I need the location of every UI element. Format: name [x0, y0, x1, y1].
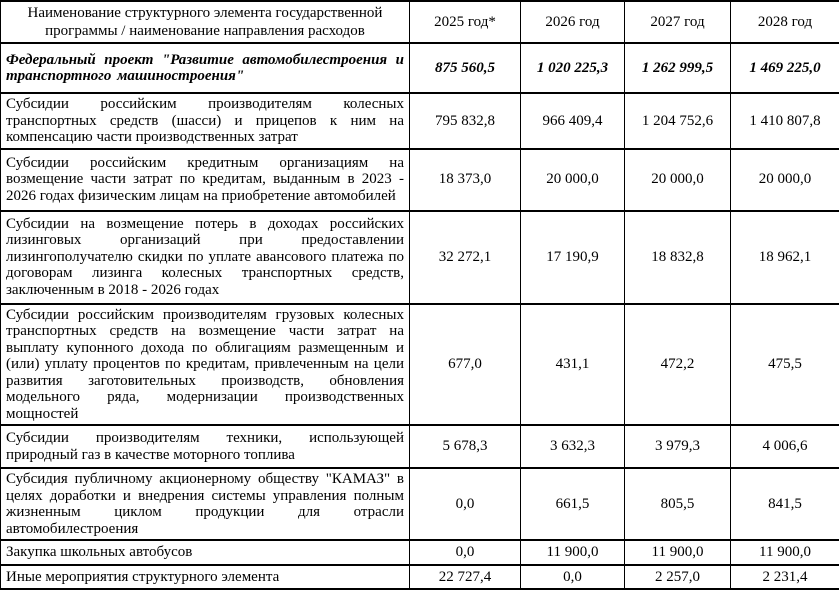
value-2027: 20 000,0 — [625, 149, 731, 211]
value-2028: 1 469 225,0 — [731, 43, 839, 93]
header-name-column: Наименование структурного элемента государственной программы / наименование направления расходов — [1, 1, 410, 43]
table-row — [1, 93, 839, 149]
value-2025: 18 373,0 — [410, 149, 521, 211]
row-label: Субсидии на возмещение потерь в доходах российских лизинговых организаций при предоставлении лизингополучателю скидки по уплате авансового платежа по договорам лизинга колесных транспортных средств, заключенным в 2018 - 2026 годах — [1, 211, 410, 304]
value-2025: 0,0 — [410, 540, 521, 565]
table-row-federal-project — [1, 43, 839, 93]
value-2026: 17 190,9 — [521, 211, 625, 304]
value-2025: 5 678,3 — [410, 425, 521, 468]
table-row — [1, 304, 839, 426]
row-label: Субсидии российским производителям грузовых колесных транспортных средств на возмещение части затрат на выплату купонного дохода по облигациям размещенным и (или) уплату процентов по кредитам, привлеченным на цели развития заготовительных производств, обновления модельного ряда, модернизации производственных мощностей — [1, 304, 410, 426]
value-2026: 11 900,0 — [521, 540, 625, 565]
row-label: Субсидии российским кредитным организациям на возмещение части затрат по кредитам, выданным в 2023 - 2026 годах физическим лицам на приобретение автомобилей — [1, 149, 410, 211]
header-year-2027: 2027 год — [625, 1, 731, 43]
value-2027: 11 900,0 — [625, 540, 731, 565]
row-label: Субсидия публичному акционерному обществу "КАМАЗ" в целях доработки и внедрения системы управления полным жизненным циклом продукции для отрасли автомобилестроения — [1, 468, 410, 540]
row-label: Федеральный проект "Развитие автомобилестроения и транспортного машиностроения" — [1, 43, 410, 93]
value-2028: 18 962,1 — [731, 211, 839, 304]
value-2027: 2 257,0 — [625, 565, 731, 589]
value-2026: 1 020 225,3 — [521, 43, 625, 93]
value-2028: 4 006,6 — [731, 425, 839, 468]
header-year-2025: 2025 год* — [410, 1, 521, 43]
value-2028: 841,5 — [731, 468, 839, 540]
row-label: Закупка школьных автобусов — [1, 540, 410, 565]
value-2027: 1 204 752,6 — [625, 93, 731, 149]
row-label: Иные мероприятия структурного элемента — [1, 565, 410, 589]
value-2027: 1 262 999,5 — [625, 43, 731, 93]
table-row — [1, 211, 839, 304]
value-2025: 677,0 — [410, 304, 521, 426]
value-2027: 3 979,3 — [625, 425, 731, 468]
header-row — [1, 1, 839, 43]
table-row — [1, 149, 839, 211]
value-2028: 475,5 — [731, 304, 839, 426]
row-label: Субсидии производителям техники, использующей природный газ в качестве моторного топлива — [1, 425, 410, 468]
table-row — [1, 468, 839, 540]
value-2027: 805,5 — [625, 468, 731, 540]
row-label: Субсидии российским производителям колесных транспортных средств (шасси) и прицепов к ним на компенсацию части производственных затрат — [1, 93, 410, 149]
value-2026: 0,0 — [521, 565, 625, 589]
value-2028: 2 231,4 — [731, 565, 839, 589]
value-2026: 966 409,4 — [521, 93, 625, 149]
value-2027: 472,2 — [625, 304, 731, 426]
value-2028: 1 410 807,8 — [731, 93, 839, 149]
value-2026: 20 000,0 — [521, 149, 625, 211]
value-2025: 0,0 — [410, 468, 521, 540]
header-year-2026: 2026 год — [521, 1, 625, 43]
value-2025: 22 727,4 — [410, 565, 521, 589]
value-2027: 18 832,8 — [625, 211, 731, 304]
value-2026: 431,1 — [521, 304, 625, 426]
value-2028: 20 000,0 — [731, 149, 839, 211]
value-2025: 875 560,5 — [410, 43, 521, 93]
table-row — [1, 425, 839, 468]
table-row — [1, 565, 839, 589]
value-2026: 661,5 — [521, 468, 625, 540]
header-year-2028: 2028 год — [731, 1, 839, 43]
value-2025: 32 272,1 — [410, 211, 521, 304]
value-2025: 795 832,8 — [410, 93, 521, 149]
value-2028: 11 900,0 — [731, 540, 839, 565]
value-2026: 3 632,3 — [521, 425, 625, 468]
